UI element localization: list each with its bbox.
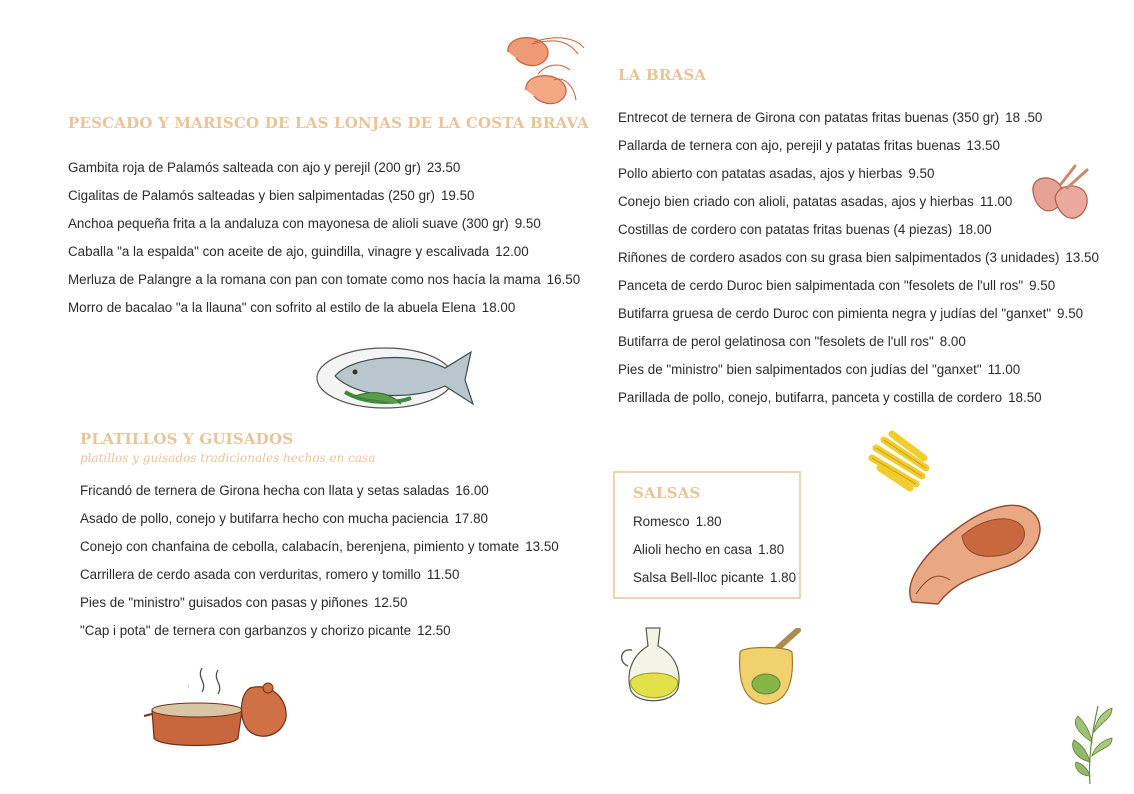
dish-name: Merluza de Palangre a la romana con pan con tomate como nos hacía la mama [68,272,541,287]
dish-price: 1.80 [695,514,722,529]
dish-price: 12.50 [417,623,451,638]
section-title: SALSAS [633,484,701,502]
dish-name: Fricandó de ternera de Girona hecha con llata y setas saladas [80,483,450,498]
dish-name: Parillada de pollo, conejo, butifarra, panceta y costilla de cordero [618,390,1003,405]
dish-price: 9.50 [514,216,541,231]
menu-list [633,508,799,592]
dish-price: 8.00 [939,334,966,349]
menu-item [618,104,1099,132]
dish-price: 12.50 [373,595,408,610]
dish-name: Carrillera de cerdo asada con verduritas, romero y tomillo [80,567,421,582]
dish-price: 18.50 [1008,390,1042,405]
lamb-chops-icon [1027,162,1097,228]
menu-item [618,328,1099,356]
dish-price: 9.50 [908,166,935,181]
dish-price: 18.00 [481,300,516,315]
dish-price: 18 .50 [1005,110,1043,125]
section-pescado [68,114,589,322]
menu-item [618,132,1099,160]
dish-name: Entrecot de ternera de Girona con patatas fritas buenas (350 gr) [618,110,1000,125]
dish-name: Panceta de cerdo Duroc bien salpimentada con "fesolets de l'ull ros" [618,278,1024,293]
dish-price: 16.50 [546,272,581,287]
menu-item [68,154,589,182]
dish-name: Pies de "ministro" guisados con pasas y piñones [80,595,368,610]
menu-item [68,238,589,266]
section-title: LA BRASA [618,66,707,84]
dish-price: 13.50 [525,539,559,554]
fries-icon [866,428,938,494]
section-salsas [613,471,801,599]
dish-name: Butifarra gruesa de cerdo Duroc con pimienta negra y judías del "ganxet" [618,306,1052,321]
dish-name: Alioli hecho en casa [633,542,753,557]
menu-item [618,356,1099,384]
dish-price: 16.00 [455,483,489,498]
dish-name: Romesco [633,514,690,529]
dish-name: Pollo abierto con patatas asadas, ajos y hierbas [618,166,903,181]
dish-price: 17.80 [454,511,488,526]
mortar-icon [734,628,804,708]
dish-price: 11.50 [426,567,460,582]
dish-name: Cigalitas de Palamós salteadas y bien salpimentadas (250 gr) [68,188,435,203]
dish-price: 13.50 [1065,250,1099,265]
dish-price: 19.50 [440,188,475,203]
dish-price: 9.50 [1029,278,1056,293]
section-subtitle: platillos y guisados tradicionales hechos en casa [80,451,376,465]
herb-sprig-icon [1064,702,1116,786]
menu-item [618,384,1099,412]
section-platillos [80,430,559,645]
shrimp-icon [498,30,592,116]
dish-price: 9.50 [1057,306,1084,321]
dish-price: 23.50 [426,160,461,175]
menu-item [68,266,589,294]
menu-list [618,104,1099,412]
menu-item [80,505,559,533]
dish-name: Asado de pollo, conejo y butifarra hecho con mucha paciencia [80,511,449,526]
section-title: PLATILLOS Y GUISADOS [80,430,294,448]
dish-name: Anchoa pequeña frita a la andaluza con mayonesa de alioli suave (300 gr) [68,216,509,231]
menu-item [80,533,559,561]
menu-item [633,508,799,536]
dish-price: 12.00 [495,244,529,259]
dish-price: 1.80 [758,542,785,557]
dish-price: 18.00 [958,222,992,237]
dish-name: Conejo con chanfaina de cebolla, calabacín, berenjena, pimiento y tomate [80,539,520,554]
dish-name: Salsa Bell-lloc picante [633,570,764,585]
menu-item [68,210,589,238]
menu-item [68,294,589,322]
menu-item [618,272,1099,300]
dish-name: Butifarra de perol gelatinosa con "fesolets de l'ull ros" [618,334,934,349]
dish-name: Morro de bacalao "a la llauna" con sofrito al estilo de la abuela Elena [68,300,476,315]
section-title: PESCADO Y MARISCO DE LAS LONJAS DE LA COSTA BRAVA [68,114,589,132]
ham-icon [898,490,1046,614]
dish-name: "Cap i pota" de ternera con garbanzos y chorizo picante [80,623,412,638]
dish-price: 11.00 [979,194,1013,209]
section-brasa [618,66,1099,412]
menu-list [68,154,589,322]
fish-icon [315,334,477,414]
casserole-pot-icon [142,676,292,752]
dish-name: Caballa "a la espalda" con aceite de ajo, guindilla, vinagre y escalivada [68,244,490,259]
dish-name: Conejo bien criado con alioli, patatas asadas, ajos y hierbas [618,194,974,209]
dish-name: Pies de "ministro" bien salpimentados con judías del "ganxet" [618,362,982,377]
menu-item [80,617,559,645]
dish-name: Pallarda de ternera con ajo, perejil y patatas fritas buenas [618,138,961,153]
dish-price: 1.80 [770,570,797,585]
menu-item [618,244,1099,272]
menu-item [80,561,559,589]
dish-name: Riñones de cordero asados con su grasa bien salpimentados (3 unidades) [618,250,1060,265]
menu-item [80,589,559,617]
menu-item [633,536,799,564]
menu-item [618,300,1099,328]
menu-item [68,182,589,210]
menu-list [80,477,559,645]
dish-name: Gambita roja de Palamós salteada con ajo y perejil (200 gr) [68,160,421,175]
menu-item [80,477,559,505]
oil-cruet-icon [616,626,690,708]
dish-name: Costillas de cordero con patatas fritas buenas (4 piezas) [618,222,953,237]
menu-item [633,564,799,592]
dish-price: 13.50 [966,138,1000,153]
dish-price: 11.00 [987,362,1021,377]
